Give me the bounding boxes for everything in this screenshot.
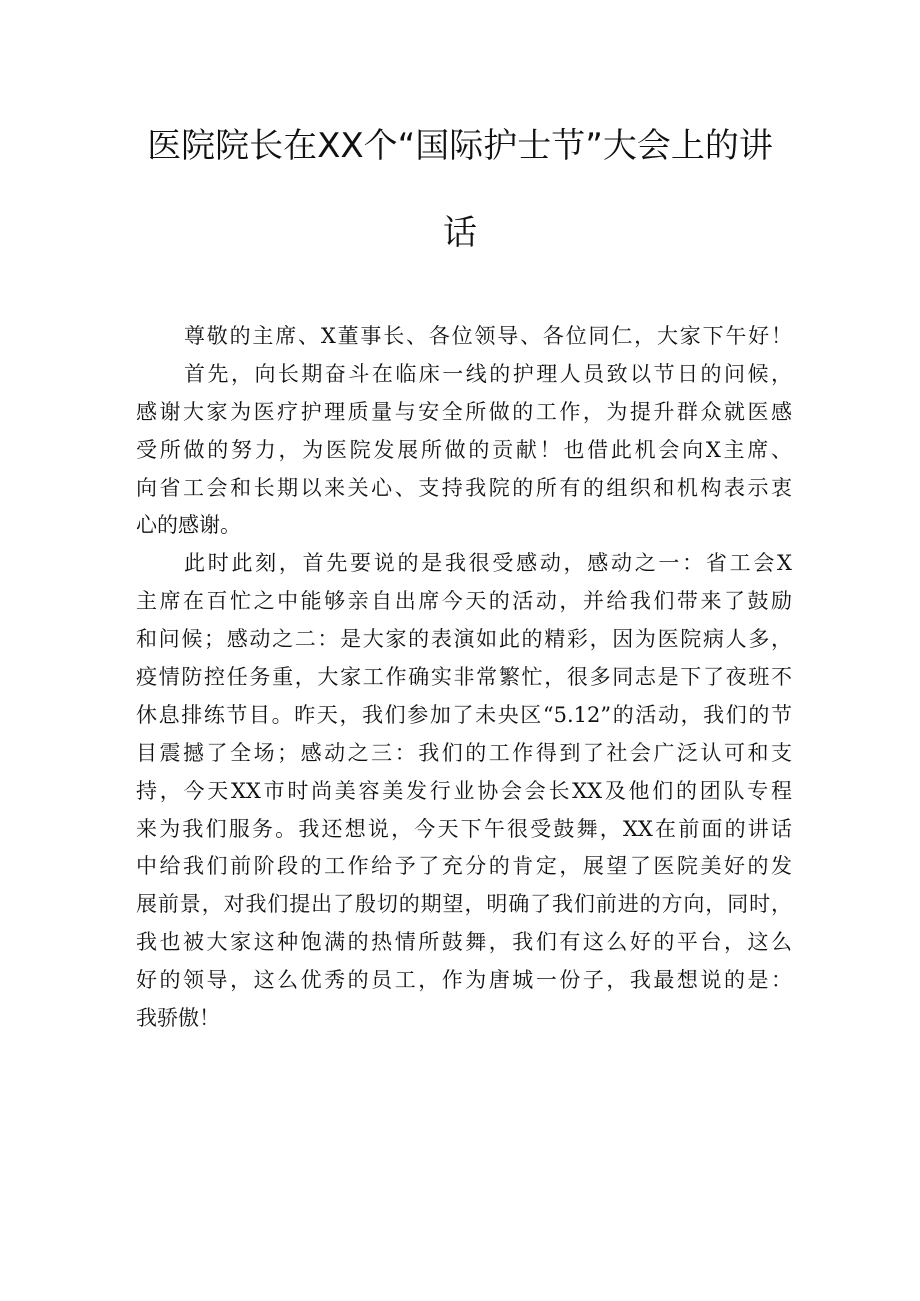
- body-line: 受所做的努力，为医院发展所做的贡献！也借此机会向X主席、: [136, 437, 792, 462]
- document-body: [136, 318, 792, 1038]
- body-line: 尊敬的主席、X董事长、各位领导、各位同仁，大家下午好！: [184, 324, 792, 348]
- body-line: 心的感谢。: [136, 513, 241, 538]
- body-line: 持，今天XX市时尚美容美发行业协会会长XX及他们的团队专程: [136, 778, 792, 803]
- body-line: 目震撼了全场；感动之三：我们的工作得到了社会广泛认可和支: [136, 740, 792, 765]
- body-line: 好的领导，这么优秀的员工，作为唐城一份子，我最想说的是：: [136, 968, 792, 993]
- body-line: 此时此刻，首先要说的是我很受感动，感动之一：省工会X: [184, 551, 792, 576]
- body-line: 中给我们前阶段的工作给予了充分的肯定，展望了医院美好的发: [136, 854, 792, 879]
- body-line: 我也被大家这种饱满的热情所鼓舞，我们有这么好的平台，这么: [136, 930, 792, 955]
- body-line: 感谢大家为医疗护理质量与安全所做的工作，为提升群众就医感: [136, 399, 792, 424]
- body-line: 疫情防控任务重，大家工作确实非常繁忙，很多同志是下了夜班不: [136, 665, 792, 690]
- body-line: 主席在百忙之中能够亲自出席今天的活动，并给我们带来了鼓励: [136, 589, 792, 614]
- document-title-line-2: 话: [443, 213, 477, 253]
- body-line: 来为我们服务。我还想说，今天下午很受鼓舞，XX在前面的讲话: [136, 816, 792, 841]
- body-line: 休息排练节目。昨天，我们参加了未央区“5.12”的活动，我们的节: [136, 702, 792, 727]
- body-line: 首先，向长期奋斗在临床一线的护理人员致以节日的问候，: [184, 361, 792, 386]
- body-line: 我骄傲！: [136, 1006, 220, 1031]
- body-line: 和问候；感动之二：是大家的表演如此的精彩，因为医院病人多，: [136, 627, 792, 652]
- document-title-line-1: 医院院长在XX个“国际护士节”大会上的讲: [147, 126, 773, 166]
- body-line: 展前景，对我们提出了殷切的期望，明确了我们前进的方向，同时，: [136, 892, 792, 917]
- body-line: 向省工会和长期以来关心、支持我院的所有的组织和机构表示衷: [136, 475, 792, 500]
